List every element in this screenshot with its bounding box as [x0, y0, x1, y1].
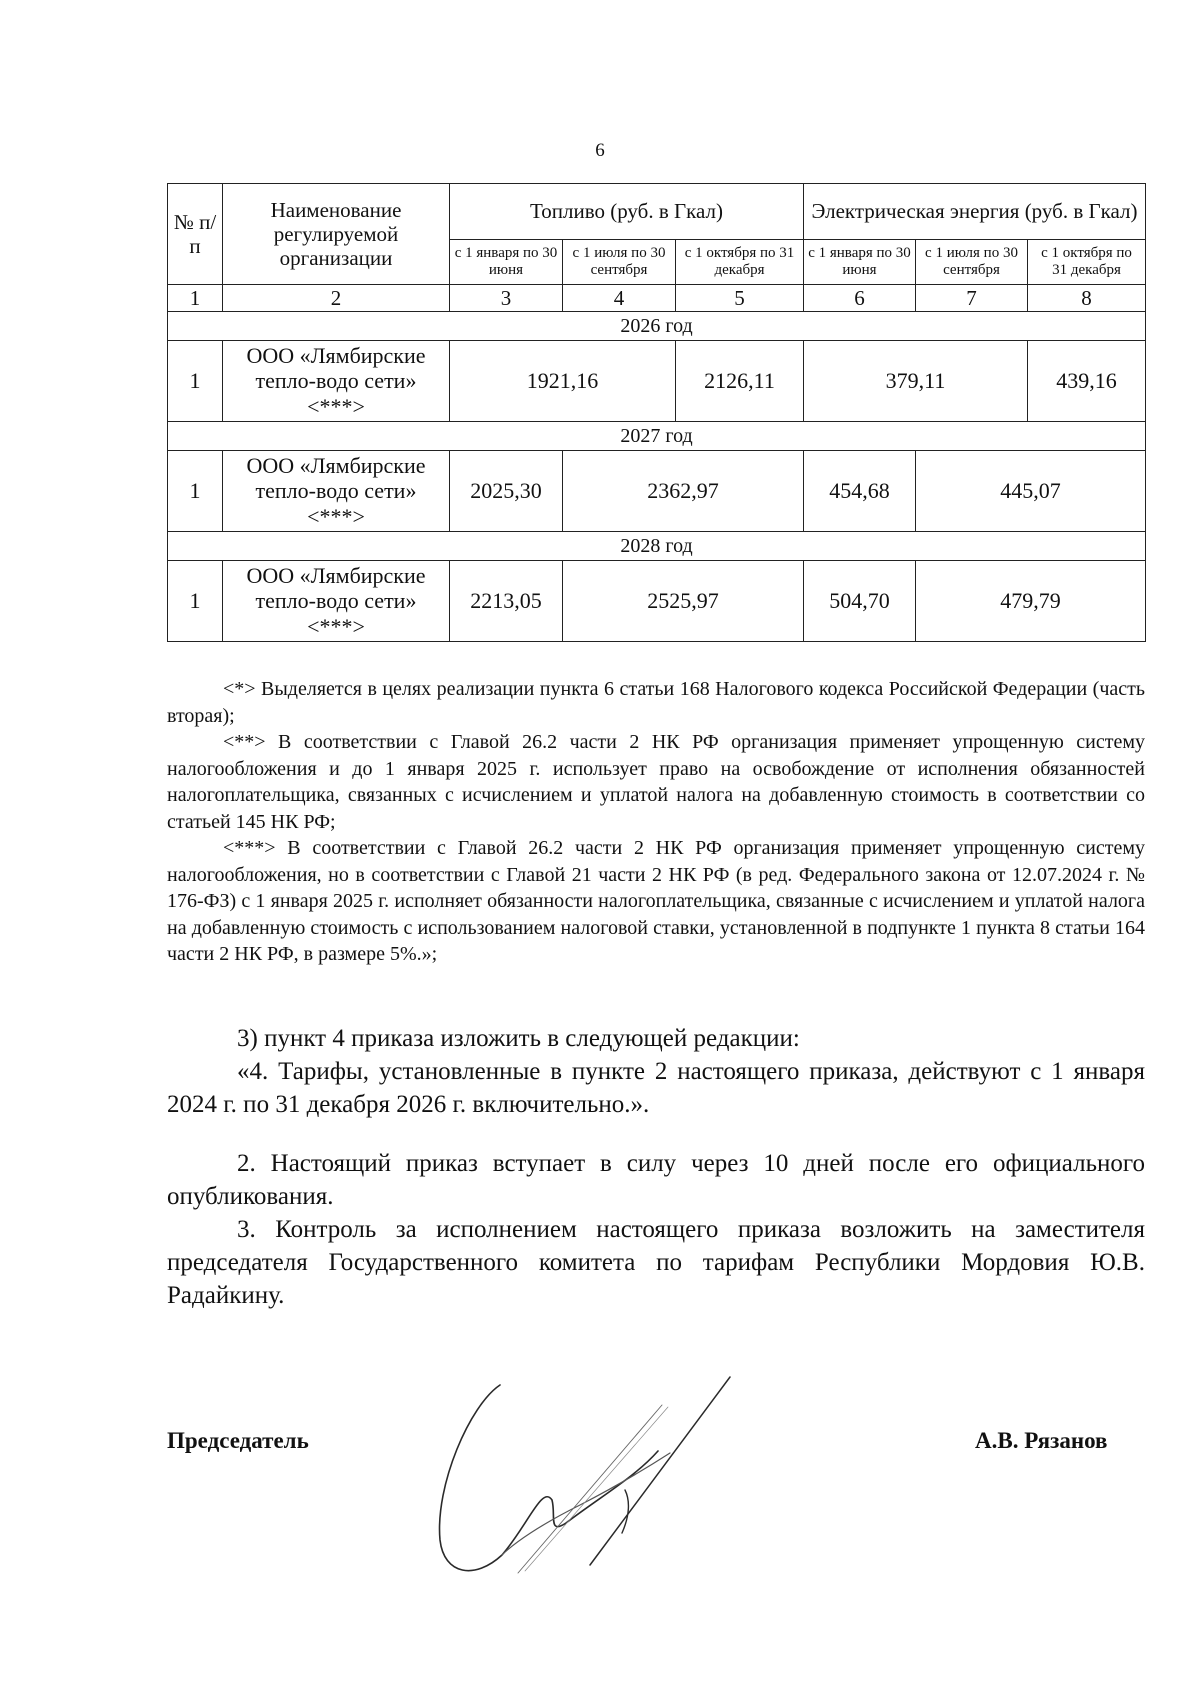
org-name: ООО «Лямбирские тепло-водо сети» <***> [223, 561, 450, 642]
header-num: № п/п [168, 184, 223, 285]
header-org: Наименование регулируемой организации [223, 184, 450, 285]
year-heading: 2028 год [168, 532, 1146, 561]
amendment-text: «4. Тарифы, установленные в пункте 2 настоящего приказа, действуют с 1 января 2024 г. по 31 декабря 2026 г. включительно.». [167, 1058, 1145, 1118]
header-electricity: Электрическая энергия (руб. в Гкал) [804, 184, 1146, 240]
year-heading: 2026 год [168, 312, 1146, 341]
table-row [168, 341, 1146, 422]
electricity-tariff: 454,68 [804, 451, 916, 532]
column-number: 6 [804, 285, 916, 312]
column-number: 4 [563, 285, 676, 312]
fuel-tariff: 2025,30 [450, 451, 563, 532]
paragraph-effective-date: 2. Настоящий приказ вступает в силу через 10 дней после его официального опубликования. [167, 1150, 1145, 1210]
fuel-tariff: 2126,11 [676, 341, 804, 422]
header-fuel: Топливо (руб. в Гкал) [450, 184, 804, 240]
year-heading: 2027 год [168, 422, 1146, 451]
fuel-tariff: 2362,97 [563, 451, 804, 532]
header-period: с 1 января по 30 июня [450, 240, 563, 285]
signatory-role: Председатель [167, 1428, 309, 1453]
row-number: 1 [168, 561, 223, 642]
header-period: с 1 октября по 31 декабря [1028, 240, 1146, 285]
table-row [168, 561, 1146, 642]
signatory-name: А.В. Рязанов [975, 1428, 1108, 1453]
row-number: 1 [168, 451, 223, 532]
footnote: <**> В соответствии с Главой 26.2 части 2 НК РФ организация применяет упрощенную систему налогообложения и до 1 января 2025 г. использует право на освобождение от исполнения обязанностей налогоплательщика, связанных с исчислением и уплатой налога на добавленную стоимость в соответствии со статьей 145 НК РФ; [167, 731, 1145, 833]
org-name: ООО «Лямбирские тепло-водо сети» <***> [223, 341, 450, 422]
page-number: 6 [595, 140, 605, 161]
row-number: 1 [168, 341, 223, 422]
electricity-tariff: 479,79 [916, 561, 1146, 642]
handwritten-signature-icon [430, 1365, 750, 1595]
amendment-item: 3) пункт 4 приказа изложить в следующей редакции: [237, 1025, 800, 1052]
header-period: с 1 июля по 30 сентября [563, 240, 676, 285]
fuel-tariff: 1921,16 [450, 341, 676, 422]
column-number: 1 [168, 285, 223, 312]
fuel-tariff: 2213,05 [450, 561, 563, 642]
electricity-tariff: 439,16 [1028, 341, 1146, 422]
footnote: <***> В соответствии с Главой 26.2 части 2 НК РФ организация применяет упрощенную систему налогообложения, но в соответствии с Главой 21 части 2 НК РФ (в ред. Федерального закона от 12.07.2024 г. № 176-ФЗ) с 1 января 2025 г. исполняет обязанности налогоплательщика, связанные с исчислением и уплатой налога на добавленную стоимость с использованием налоговой ставки, установленной в подпункте 1 пункта 8 статьи 164 части 2 НК РФ, в размере 5%.»; [167, 837, 1145, 965]
column-number: 5 [676, 285, 804, 312]
header-period: с 1 октября по 31 декабря [676, 240, 804, 285]
electricity-tariff: 504,70 [804, 561, 916, 642]
order-body [167, 1022, 1145, 1312]
fuel-tariff: 2525,97 [563, 561, 804, 642]
table-row [168, 451, 1146, 532]
tariff-table [167, 183, 1146, 642]
column-number: 2 [223, 285, 450, 312]
header-period: с 1 января по 30 июня [804, 240, 916, 285]
electricity-tariff: 445,07 [916, 451, 1146, 532]
column-number: 7 [916, 285, 1028, 312]
electricity-tariff: 379,11 [804, 341, 1028, 422]
footnotes [167, 676, 1145, 968]
header-period: с 1 июля по 30 сентября [916, 240, 1028, 285]
column-number: 3 [450, 285, 563, 312]
footnote: <*> Выделяется в целях реализации пункта 6 статьи 168 Налогового кодекса Российской Федерации (часть вторая); [167, 678, 1145, 727]
paragraph-control: 3. Контроль за исполнением настоящего приказа возложить на заместителя председателя Государственного комитета по тарифам Республики Мордовия Ю.В. Радайкину. [167, 1216, 1145, 1309]
org-name: ООО «Лямбирские тепло-водо сети» <***> [223, 451, 450, 532]
column-number: 8 [1028, 285, 1146, 312]
